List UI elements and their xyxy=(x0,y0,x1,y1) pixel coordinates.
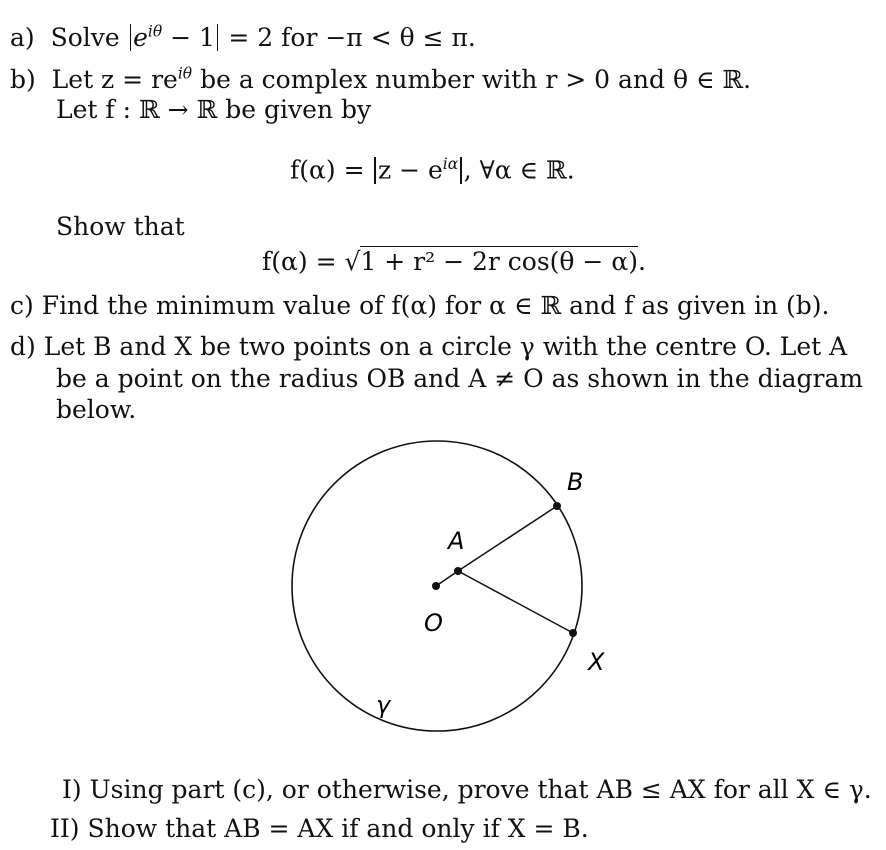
subpart-II-label: II) xyxy=(50,814,80,843)
part-a-label: a) xyxy=(10,22,35,52)
label-X: X xyxy=(588,648,605,676)
part-a-text: Solve $e^{i\theta} - 1 = 2$ for −π < θ ≤ π. xyxy=(50,22,476,52)
point-X xyxy=(569,629,577,637)
part-d-label: d) xyxy=(10,332,36,361)
label-A: A xyxy=(448,527,465,555)
point-O xyxy=(432,582,440,590)
part-c-text: Find the minimum value of f(α) for α ∈ ℝ and f as given in (b). xyxy=(41,291,830,320)
subpart-I-label: I) xyxy=(62,775,82,804)
sqrt-radicand: 1 + r² − 2r cos(θ − α) xyxy=(360,247,638,276)
point-A xyxy=(454,567,462,575)
subpart-I-text: Using part (c), or otherwise, prove that AB ≤ AX for all X ∈ γ. xyxy=(89,775,872,804)
part-b-line1: b) Let $z = re^{i\theta}$ be a complex number with r > 0 and θ ∈ ℝ. xyxy=(10,64,752,94)
part-d-line3: below. xyxy=(56,395,137,424)
label-O: O xyxy=(424,609,443,637)
formula-f: $f(\alpha) = z - e^{i\alpha}$ , ∀α ∈ ℝ. xyxy=(290,155,575,185)
show-that: Show that xyxy=(56,212,185,241)
label-B: B xyxy=(567,468,584,496)
subpart-I xyxy=(62,777,872,802)
subpart-II xyxy=(50,816,589,841)
sqrt-sign: √ xyxy=(344,247,361,276)
formula-result: f(α) = √1 + r² − 2r cos(θ − α). xyxy=(262,247,646,276)
segment-AB xyxy=(458,506,557,571)
point-B xyxy=(553,502,561,510)
part-b-line2: Let f : ℝ → ℝ be given by xyxy=(56,95,372,124)
subpart-II-text: Show that AB = AX if and only if X = B. xyxy=(87,814,589,843)
part-b-label: b) xyxy=(10,64,36,94)
label-gamma: γ xyxy=(376,691,391,719)
segment-AX xyxy=(458,571,573,633)
part-c-label: c) xyxy=(10,291,34,320)
part-d-text-1: Let B and X be two points on a circle γ with the centre O. Let A xyxy=(43,332,848,361)
part-d-line2: be a point on the radius OB and A ≠ O as shown in the diagram xyxy=(56,364,864,393)
